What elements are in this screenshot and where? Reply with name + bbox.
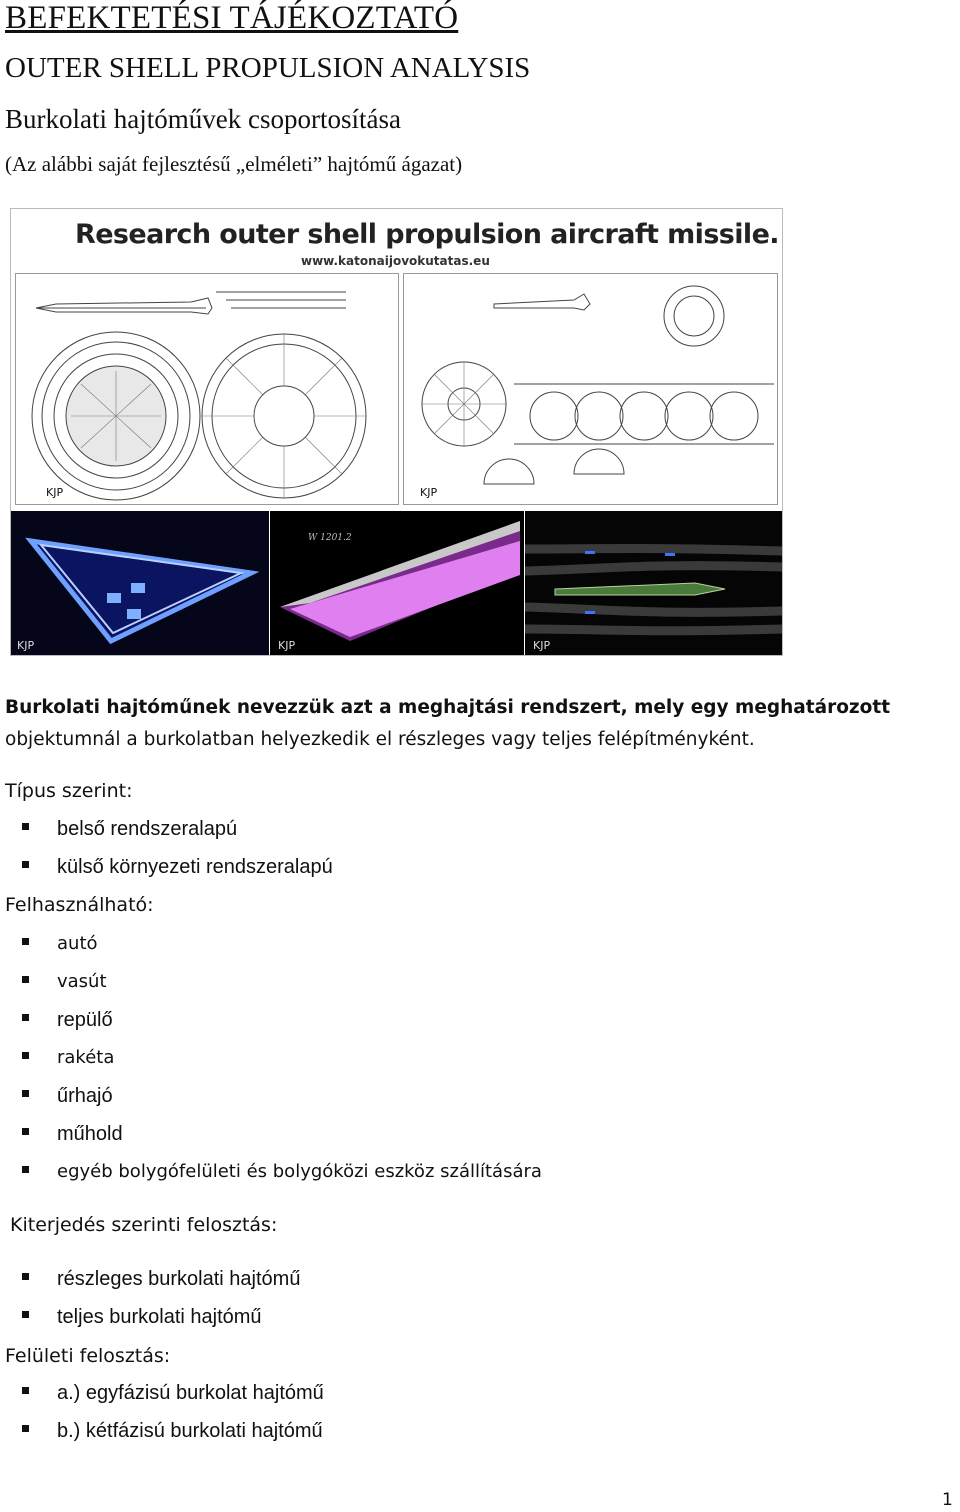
list-item: egyéb bolygófelületi és bolygóközi eszköz szállítására [22, 1161, 542, 1182]
panel-label: KJP [46, 486, 64, 499]
extent-section-label: Kiterjedés szerinti felosztás: [10, 1214, 278, 1236]
type-section-label: Típus szerint: [5, 780, 133, 802]
list-item: külső környezeti rendszeralapú [22, 856, 333, 879]
usable-section-label: Felhasználható: [5, 894, 154, 916]
panel-label: KJP [17, 639, 35, 652]
missile-flow-photo [525, 511, 782, 655]
photo-caption: W 1201.2 [308, 533, 352, 543]
intro-line-2: objektumnál a burkolatban helyezkedik el részleges vagy teljes felépítményként. [5, 729, 755, 750]
list-item: rakéta [22, 1047, 114, 1068]
list-item: teljes burkolati hajtómű [22, 1306, 262, 1329]
list-item: b.) kétfázisú burkolati hajtómű [22, 1420, 323, 1443]
glowing-wing-photo [270, 511, 524, 655]
list-item: részleges burkolati hajtómű [22, 1268, 300, 1291]
drawing-panel-right [403, 273, 778, 505]
triangle-craft-photo [11, 511, 269, 655]
technical-drawings [11, 209, 782, 511]
disc-craft-drawing [16, 274, 398, 504]
panel-label: KJP [278, 639, 296, 652]
surface-section-label: Felületi felosztás: [5, 1345, 171, 1367]
drawing-panel-left [15, 273, 399, 505]
list-item: űrhajó [22, 1085, 113, 1108]
list-item: műhold [22, 1123, 123, 1146]
page-number: 1 [942, 1490, 953, 1510]
document-title: BEFEKTETÉSI TÁJÉKOZTATÓ [5, 0, 459, 36]
panel-label: KJP [420, 486, 438, 499]
list-item: autó [22, 933, 98, 954]
list-item: vasút [22, 971, 107, 992]
section-note: (Az alábbi saját fejlesztésű „elméleti” hajtómű ágazat) [5, 152, 463, 176]
section-heading: Burkolati hajtóművek csoportosítása [5, 104, 401, 134]
missile-drawing [404, 274, 777, 504]
illustration-figure [10, 208, 783, 656]
figure-title: Research outer shell propulsion aircraft missile. [75, 219, 779, 250]
panel-label: KJP [533, 639, 551, 652]
document-subtitle: OUTER SHELL PROPULSION ANALYSIS [5, 52, 531, 84]
intro-line-1: Burkolati hajtóműnek nevezzük azt a meghajtási rendszert, mely egy meghatározott [5, 697, 891, 718]
list-item: repülő [22, 1009, 113, 1032]
list-item: a.) egyfázisú burkolat hajtómű [22, 1382, 324, 1405]
list-item: belső rendszeralapú [22, 818, 237, 841]
figure-url: www.katonaijovokutatas.eu [301, 254, 490, 268]
